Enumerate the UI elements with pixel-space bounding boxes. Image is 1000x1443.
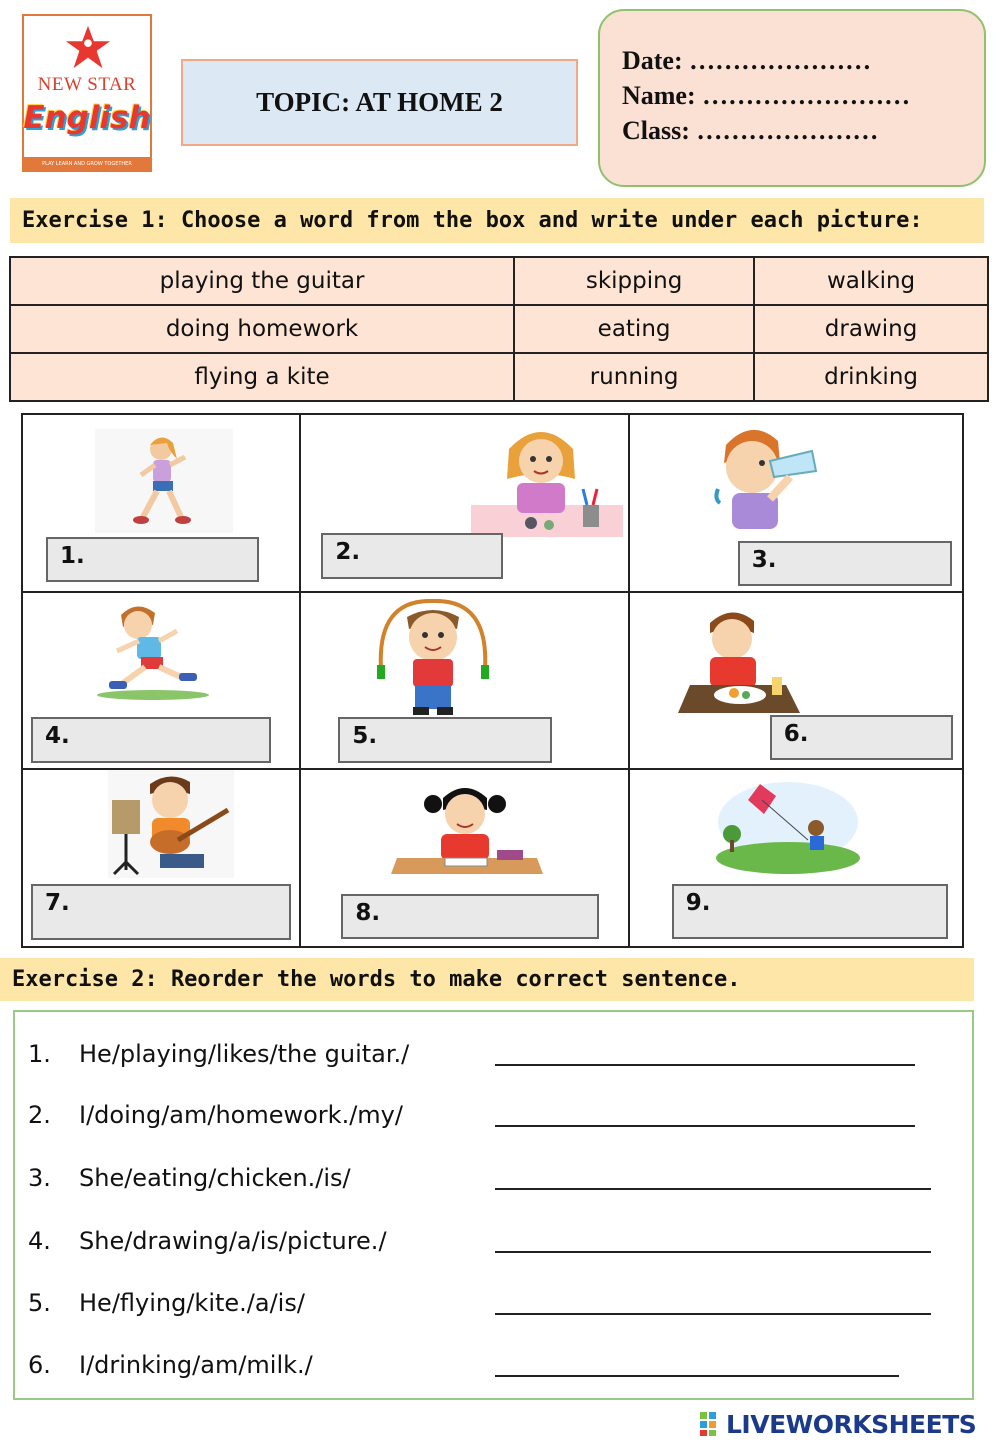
boy-drinking-picture [712,419,824,531]
answer-box-2[interactable]: 2. [321,533,503,579]
answer-box-3[interactable]: 3. [738,541,952,586]
sentence-number: 1. [28,1040,51,1068]
word-box-table [9,256,989,402]
boy-playing-guitar-picture [108,770,234,878]
answer-box-4[interactable]: 4. [31,717,271,763]
logo-tagline: PLAY LEARN AND GROW TOGETHER [24,157,150,171]
picture-cell [300,769,628,947]
sentence-number: 4. [28,1227,51,1255]
word-cell: walking [754,257,988,305]
girl-homework-picture [387,778,547,882]
answer-box-8[interactable]: 8. [341,894,599,939]
exercise1-heading: Exercise 1: Choose a word from the box and write under each picture: [10,198,984,243]
star-icon [64,24,112,72]
sentence-number: 3. [28,1164,51,1192]
word-cell: flying a kite [10,353,514,401]
picture-cell [629,592,963,769]
date-field[interactable]: Date: ………………… [622,46,872,75]
sentence-row [15,1164,975,1194]
picture-cell [300,414,628,592]
answer-box-6[interactable]: 6. [770,715,953,760]
sentence-words: I/doing/am/homework./my/ [79,1101,403,1129]
word-cell: running [514,353,754,401]
sentence-number: 6. [28,1351,51,1379]
picture-cell [629,769,963,947]
sentence-row [15,1227,975,1257]
answer-line[interactable] [495,1251,931,1253]
student-info-box [598,9,986,187]
answer-line[interactable] [495,1064,915,1066]
sentence-words: She/drawing/a/is/picture./ [79,1227,387,1255]
word-cell: playing the guitar [10,257,514,305]
sentence-row [15,1040,975,1070]
answer-box-1[interactable]: 1. [46,537,259,582]
boy-flying-kite-picture [716,778,860,876]
picture-cell [300,592,628,769]
picture-cell [629,414,963,592]
picture-grid [21,413,964,948]
liveworksheets-logo-icon [700,1412,726,1436]
sentence-number: 2. [28,1101,51,1129]
sentence-words: She/eating/chicken./is/ [79,1164,351,1192]
liveworksheets-brand[interactable] [700,1408,995,1440]
sentence-row [15,1289,975,1319]
liveworksheets-text: LIVEWORKSHEETS [726,1409,977,1439]
word-cell: eating [514,305,754,353]
answer-box-5[interactable]: 5. [338,717,552,763]
picture-cell [22,414,300,592]
answer-line[interactable] [495,1188,931,1190]
picture-cell [22,592,300,769]
sentence-words: I/drinking/am/milk./ [79,1351,313,1379]
boy-running-picture [93,601,211,701]
exercise2-heading: Exercise 2: Reorder the words to make correct sentence. [0,958,974,1001]
sentence-row [15,1351,975,1381]
boy-skipping-picture [373,599,493,717]
exercise2-box [13,1010,974,1400]
picture-cell [22,769,300,947]
word-cell: skipping [514,257,754,305]
word-cell: doing homework [10,305,514,353]
logo-line1: NEW STAR [37,74,137,95]
new-star-english-logo [22,14,152,172]
name-field[interactable]: Name: …………………… [622,81,911,110]
sentence-words: He/flying/kite./a/is/ [79,1289,305,1317]
answer-line[interactable] [495,1125,915,1127]
word-cell: drinking [754,353,988,401]
logo-line2: English [23,100,151,136]
answer-box-7[interactable]: 7. [31,884,291,940]
answer-line[interactable] [495,1375,899,1377]
class-field[interactable]: Class: ………………… [622,116,879,145]
girl-walking-picture [95,429,233,533]
answer-line[interactable] [495,1313,931,1315]
sentence-row [15,1101,975,1131]
girl-drawing-picture [471,419,623,537]
sentence-words: He/playing/likes/the guitar./ [79,1040,410,1068]
word-cell: drawing [754,305,988,353]
sentence-number: 5. [28,1289,51,1317]
topic-title: TOPIC: AT HOME 2 [181,59,578,146]
answer-box-9[interactable]: 9. [672,884,948,939]
boy-eating-picture [676,603,802,721]
